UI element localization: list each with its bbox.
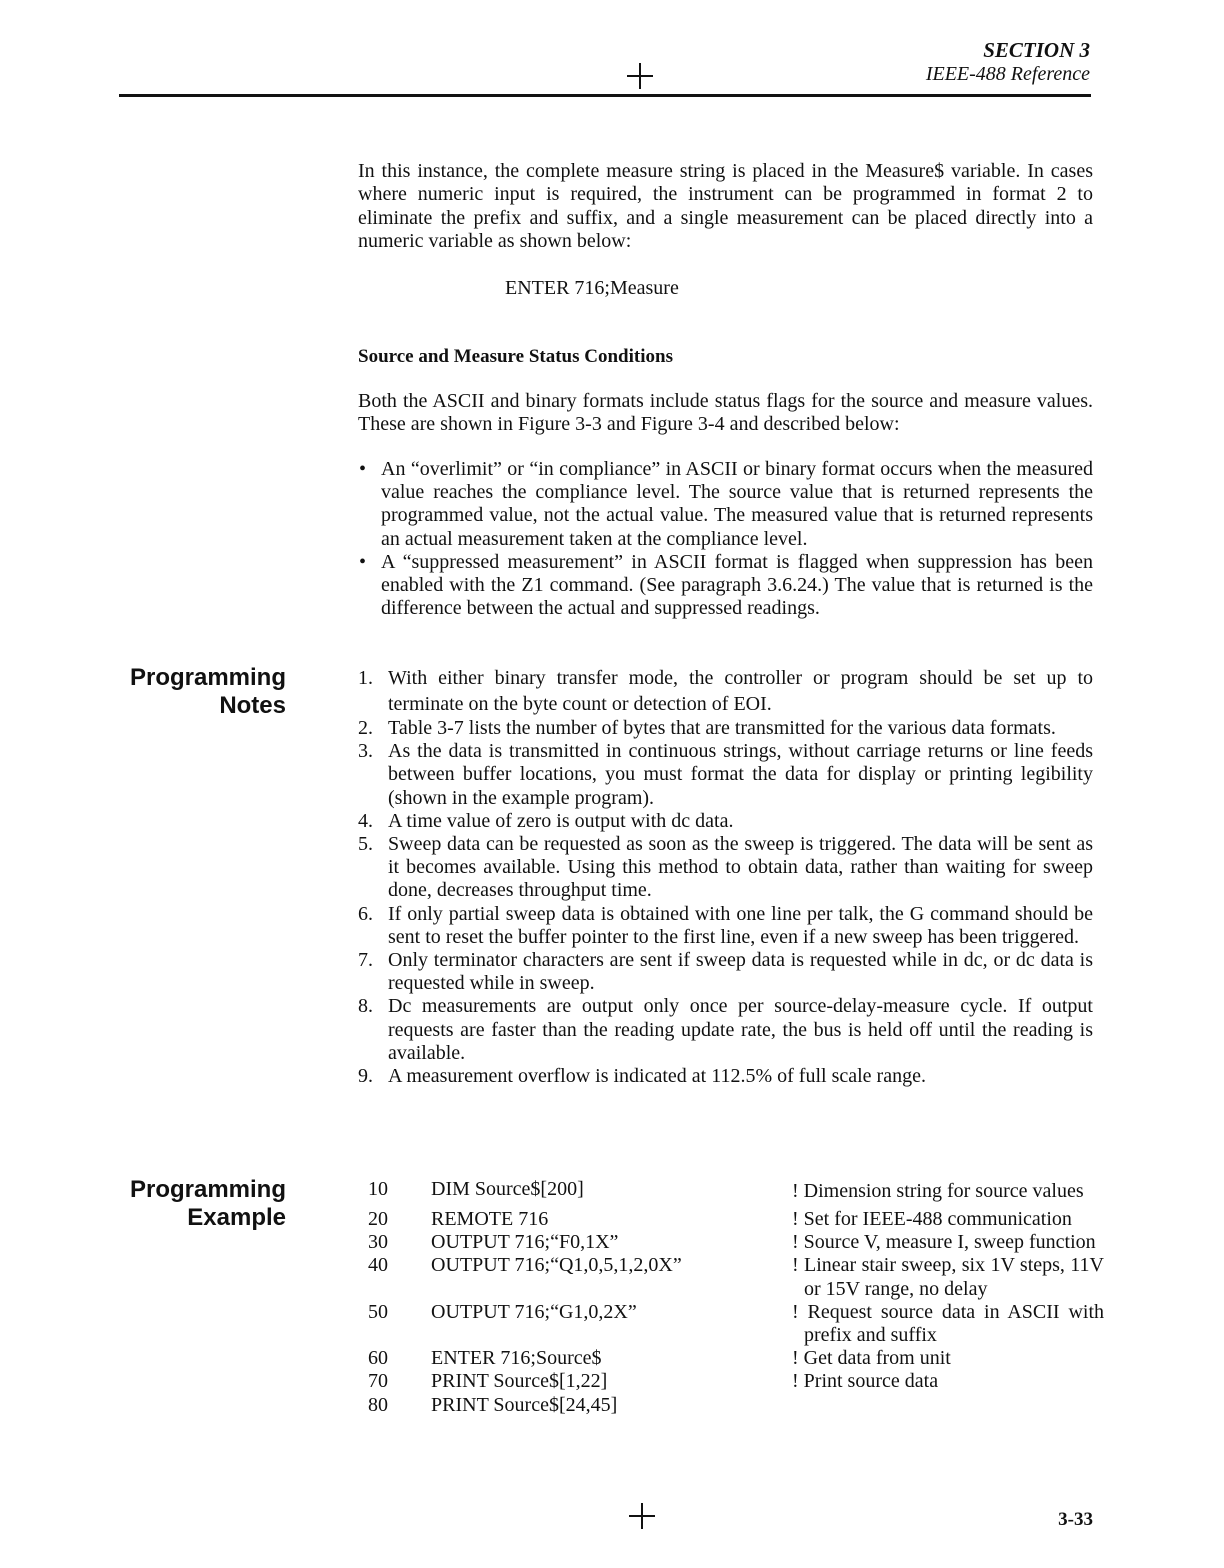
code-line xyxy=(358,1208,1098,1231)
bullet-text: A “suppressed measurement” in ASCII format is flagged when suppression has been enabled with the Z1 command. (See paragraph 3.6.24.) The value that is returned is the difference between the actual and suppressed readings. xyxy=(381,550,1093,620)
line-number: 30 xyxy=(368,1231,388,1254)
code-comment xyxy=(792,1394,1104,1417)
item-text: A time value of zero is output with dc data. xyxy=(388,809,734,832)
programming-notes-heading xyxy=(130,664,286,720)
line-number: 70 xyxy=(368,1370,388,1393)
list-item xyxy=(358,995,1093,1065)
program-listing xyxy=(358,1178,1104,1417)
code-statement: OUTPUT 716;“Q1,0,5,1,2,0X” xyxy=(431,1254,682,1277)
line-number: 50 xyxy=(368,1300,388,1323)
code-line xyxy=(358,1394,1098,1417)
heading-line: Programming xyxy=(129,664,286,691)
registration-mark-bottom xyxy=(629,1503,655,1529)
code-line xyxy=(358,1231,1098,1254)
item-text: Table 3-7 lists the number of bytes that are transmitted for the various data formats. xyxy=(388,717,1056,739)
code-line xyxy=(358,1347,1098,1370)
item-text: As the data is transmitted in continuous strings, without carriage returns or line feeds between buffer locations, you must format the data for display or printing legibility (shown in the example program). xyxy=(388,740,1093,809)
list-item xyxy=(358,1065,1093,1088)
line-number: 10 xyxy=(368,1178,388,1200)
intro-paragraph: In this instance, the complete measure string is placed in the Measure$ variable. In cases where numeric input is required, the instrument can be programmed in format 2 to eliminate the prefix and suffix, and a single measurement can be placed directly into a numeric variable as shown below: xyxy=(358,160,1093,253)
item-number: 8. xyxy=(358,995,373,1018)
code-statement: PRINT Source$[24,45] xyxy=(431,1393,618,1416)
code-statement: REMOTE 716 xyxy=(431,1208,549,1230)
list-item xyxy=(358,833,1093,903)
list-item xyxy=(358,458,1093,551)
header-rule xyxy=(119,94,1091,97)
item-text: With either binary transfer mode, the controller or program should be set up to terminate on the byte count or detection of EOI. xyxy=(388,667,1093,715)
programming-example-heading xyxy=(130,1176,286,1232)
code-comment: ! Set for IEEE-488 communication xyxy=(792,1208,1072,1230)
code-line xyxy=(358,1370,1098,1393)
code-statement: DIM Source$[200] xyxy=(431,1178,584,1200)
code-line xyxy=(358,1178,1098,1204)
programming-notes-list xyxy=(358,665,1093,1088)
list-item xyxy=(358,665,1093,717)
code-comment: ! Dimension string for source values xyxy=(792,1180,1084,1202)
page-number: 3-33 xyxy=(1058,1509,1093,1530)
code-comment: ! Request source data in ASCII with prefix and suffix xyxy=(792,1300,1104,1347)
list-item xyxy=(358,949,1093,995)
item-text: Dc measurements are output only once per source-delay-measure cycle. If output requests are faster than the reading update rate, the bus is held off until the reading is available. xyxy=(388,995,1093,1064)
bullet-icon: • xyxy=(359,458,367,480)
line-number: 40 xyxy=(368,1254,388,1277)
heading-line: Programming xyxy=(129,1176,286,1203)
list-item xyxy=(358,903,1093,949)
code-line xyxy=(358,1300,1104,1347)
bullet-icon: • xyxy=(359,550,367,573)
line-number: 20 xyxy=(368,1208,388,1230)
registration-mark-top xyxy=(627,63,653,89)
item-number: 1. xyxy=(358,667,373,689)
heading-line: Example xyxy=(187,1204,286,1231)
status-paragraph: Both the ASCII and binary formats include status flags for the source and measure values. These are shown in Figure 3-3 and Figure 3-4 and described below: xyxy=(358,390,1093,436)
item-number: 5. xyxy=(358,833,373,856)
code-comment: ! Source V, measure I, sweep function xyxy=(792,1231,1096,1254)
item-number: 2. xyxy=(358,717,373,739)
bullet-text: An “overlimit” or “in compliance” in ASCII or binary format occurs when the measured value reaches the compliance level. The source value that is returned represents the programmed value, not the actual value. The measured value that is returned represents an actual measurement taken at the compliance level. xyxy=(381,458,1093,550)
status-bullet-list xyxy=(358,458,1093,620)
list-item xyxy=(358,551,1093,621)
item-number: 6. xyxy=(358,902,373,925)
code-statement: PRINT Source$[1,22] xyxy=(431,1370,608,1393)
item-number: 4. xyxy=(358,809,373,832)
status-conditions-heading: Source and Measure Status Conditions xyxy=(358,346,673,367)
code-comment: ! Print source data xyxy=(792,1370,939,1393)
section-title: IEEE-488 Reference xyxy=(925,63,1090,85)
list-item xyxy=(358,740,1093,810)
running-header xyxy=(926,38,1090,86)
code-statement: ENTER 716;Source$ xyxy=(431,1347,602,1370)
section-label: SECTION 3 xyxy=(983,38,1090,62)
item-text: A measurement overflow is indicated at 112.5% of full scale range. xyxy=(388,1065,926,1088)
item-text: If only partial sweep data is obtained with one line per talk, the G command should be sent to reset the buffer pointer to the first line, even if a new sweep has been triggered. xyxy=(388,902,1093,948)
heading-line: Notes xyxy=(219,692,286,719)
code-comment: ! Linear stair sweep, six 1V steps, 11V or 15V range, no delay xyxy=(792,1254,1104,1300)
code-statement: OUTPUT 716;“G1,0,2X” xyxy=(431,1300,637,1323)
item-number: 9. xyxy=(358,1065,373,1088)
code-comment: ! Get data from unit xyxy=(792,1347,951,1370)
line-number: 80 xyxy=(368,1393,388,1416)
item-text: Sweep data can be requested as soon as the sweep is triggered. The data will be sent as it becomes available. Using this method to obtain data, rather than waiting for sweep done, decreases throughput time. xyxy=(388,833,1093,902)
item-number: 3. xyxy=(358,740,373,763)
code-line xyxy=(358,1254,1104,1300)
line-number: 60 xyxy=(368,1347,388,1370)
item-number: 7. xyxy=(358,949,373,972)
list-item xyxy=(358,717,1093,740)
list-item xyxy=(358,810,1093,833)
code-example-enter: ENTER 716;Measure xyxy=(505,277,679,299)
item-text: Only terminator characters are sent if sweep data is requested while in dc, or dc data is requested while in sweep. xyxy=(388,949,1093,995)
code-statement: OUTPUT 716;“F0,1X” xyxy=(431,1231,619,1254)
